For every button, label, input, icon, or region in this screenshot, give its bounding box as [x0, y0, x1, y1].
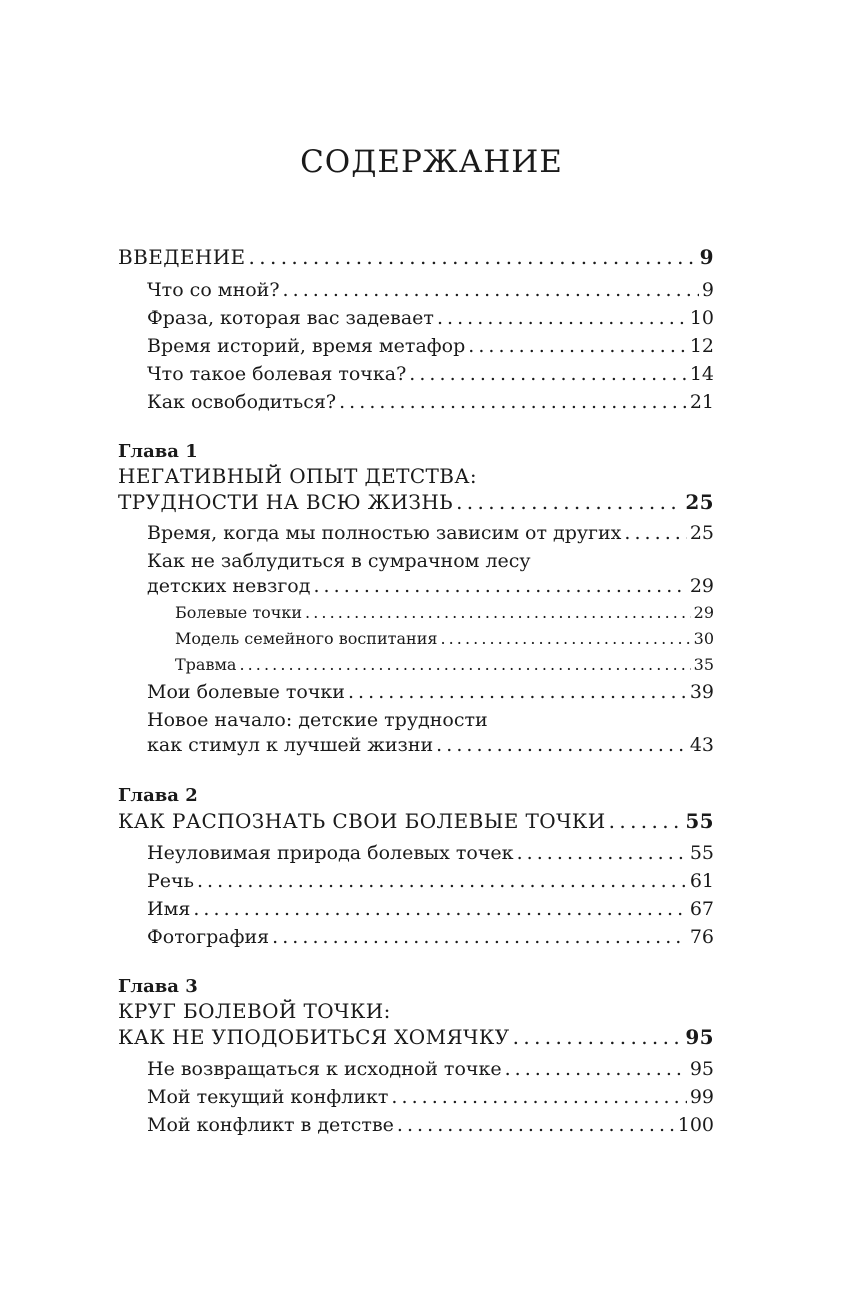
toc-page-number: 14 [689, 363, 714, 385]
toc-entry-title: ВВЕДЕНИЕ [118, 245, 246, 269]
toc-entry[interactable] [118, 306, 714, 330]
page-title: СОДЕРЖАНИЕ [300, 144, 563, 180]
toc-subentry[interactable] [118, 653, 714, 677]
toc-entry-title: детских невзгод [147, 575, 311, 597]
toc-entry-chapter-1[interactable] [118, 490, 714, 514]
dot-leader [468, 334, 687, 358]
toc-subentry[interactable] [118, 627, 714, 651]
dot-leader [391, 1085, 686, 1109]
toc-page-number: 100 [677, 1114, 714, 1136]
dot-leader [624, 521, 686, 545]
toc-page-number: 25 [685, 490, 714, 514]
toc-page-number: 29 [693, 603, 714, 622]
toc-page-number: 39 [689, 681, 714, 703]
toc-entry[interactable] [118, 733, 714, 757]
dot-leader [348, 680, 687, 704]
toc-entry-title: Не возвращаться к исходной точке [147, 1058, 502, 1080]
toc-entry[interactable] [118, 334, 714, 358]
toc-entry-chapter-3[interactable] [118, 1025, 714, 1049]
toc-entry-title: Травма [175, 655, 237, 674]
toc-entry-introduction[interactable] [118, 245, 714, 269]
dot-leader [249, 245, 697, 269]
chapter-label: Глава 3 [118, 976, 198, 997]
dot-leader [272, 925, 687, 949]
toc-entry-title: Мой текущий конфликт [147, 1086, 389, 1108]
toc-page-number: 9 [701, 279, 714, 301]
toc-entry-title: Что такое болевая точка? [147, 363, 407, 385]
dot-leader [239, 653, 690, 677]
chapter-label: Глава 1 [118, 441, 198, 462]
chapter-title-line: НЕГАТИВНЫЙ ОПЫТ ДЕТСТВА: [118, 464, 478, 488]
toc-entry[interactable] [118, 841, 714, 865]
toc-page-number: 55 [685, 809, 714, 833]
toc-entry-title: Время историй, время метафор [147, 335, 466, 357]
toc-entry[interactable] [118, 362, 714, 386]
toc-page-number: 25 [689, 522, 714, 544]
toc-entry[interactable] [118, 574, 714, 598]
dot-leader [339, 390, 687, 414]
toc-page-number: 12 [689, 335, 714, 357]
toc-entry[interactable] [118, 1057, 714, 1081]
dot-leader [313, 574, 686, 598]
toc-page-number: 99 [689, 1086, 714, 1108]
toc-entry-title: Речь [147, 870, 194, 892]
toc-entry-title: как стимул к лучшей жизни [147, 734, 434, 756]
toc-page-number: 30 [693, 629, 714, 648]
toc-page-number: 35 [693, 655, 714, 674]
dot-leader [305, 601, 691, 625]
toc-entry-title: Модель семейного воспитания [175, 629, 438, 648]
toc-entry-chapter-2[interactable] [118, 809, 714, 833]
toc-entry-title: Время, когда мы полностью зависим от других [147, 522, 622, 544]
toc-entry[interactable] [118, 925, 714, 949]
toc-entry[interactable] [118, 897, 714, 921]
toc-page-number: 10 [689, 307, 714, 329]
toc-page-number: 29 [689, 575, 714, 597]
toc-page-number: 21 [689, 391, 714, 413]
toc-page-number: 55 [689, 842, 714, 864]
toc-page-number: 67 [689, 898, 714, 920]
toc-entry-title-line: Как не заблудиться в сумрачном лесу [147, 550, 531, 572]
dot-leader [456, 490, 682, 514]
toc-subentry[interactable] [118, 601, 714, 625]
dot-leader [437, 306, 687, 330]
dot-leader [197, 869, 687, 893]
toc-entry-title: Мои болевые точки [147, 681, 345, 703]
dot-leader [409, 362, 687, 386]
toc-entry[interactable] [118, 1085, 714, 1109]
toc-entry-title: КАК РАСПОЗНАТЬ СВОИ БОЛЕВЫЕ ТОЧКИ [118, 809, 606, 833]
toc-entry-title: Болевые точки [175, 603, 303, 622]
dot-leader [609, 809, 683, 833]
dot-leader [517, 841, 687, 865]
toc-entry[interactable] [118, 521, 714, 545]
toc-entry-title: Имя [147, 898, 191, 920]
toc-page-number: 95 [689, 1058, 714, 1080]
toc-entry-title: Что со мной? [147, 279, 280, 301]
toc-entry-title-line: Новое начало: детские трудности [147, 709, 488, 731]
dot-leader [440, 627, 690, 651]
toc-entry[interactable] [118, 1113, 714, 1137]
toc-entry[interactable] [118, 278, 714, 302]
toc-entry[interactable] [118, 680, 714, 704]
dot-leader [436, 733, 687, 757]
toc-page-number: 76 [689, 926, 714, 948]
toc-page-number: 43 [689, 734, 714, 756]
toc-entry[interactable] [118, 869, 714, 893]
toc-entry-title: КАК НЕ УПОДОБИТЬСЯ ХОМЯЧКУ [118, 1025, 510, 1049]
toc-entry-title: Неуловимая природа болевых точек [147, 842, 514, 864]
toc-entry-title: Как освободиться? [147, 391, 337, 413]
toc-entry-title: ТРУДНОСТИ НА ВСЮ ЖИЗНЬ [118, 490, 454, 514]
toc-page-number: 9 [699, 245, 714, 269]
toc-entry-title: Фраза, которая вас задевает [147, 307, 434, 329]
toc-entry[interactable] [118, 390, 714, 414]
chapter-label: Глава 2 [118, 785, 198, 806]
dot-leader [513, 1025, 683, 1049]
toc-page-number: 61 [689, 870, 714, 892]
dot-leader [505, 1057, 687, 1081]
dot-leader [397, 1113, 675, 1137]
toc-entry-title: Мой конфликт в детстве [147, 1114, 394, 1136]
toc-page-number: 95 [685, 1025, 714, 1049]
toc-entry-title: Фотография [147, 926, 270, 948]
dot-leader [193, 897, 686, 921]
dot-leader [283, 278, 699, 302]
chapter-title-line: КРУГ БОЛЕВОЙ ТОЧКИ: [118, 999, 391, 1023]
